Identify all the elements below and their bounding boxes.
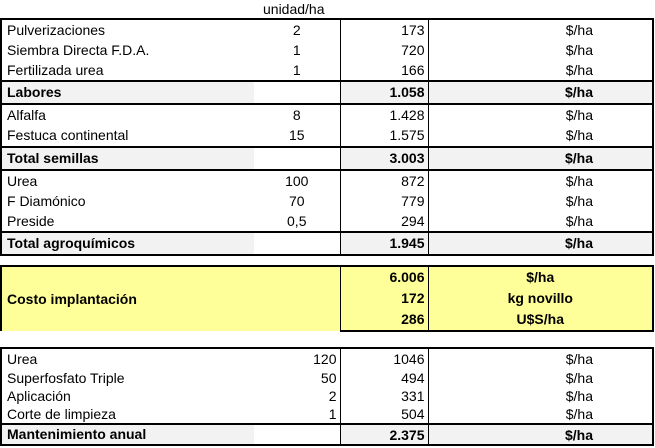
subtotal-unit: $/ha bbox=[428, 424, 653, 445]
subtotal-value: 1.945 bbox=[340, 232, 428, 255]
item-unit: $/ha bbox=[428, 369, 653, 387]
summary-value: 6.006 bbox=[340, 266, 428, 288]
subtotal-row bbox=[1, 232, 653, 255]
item-qty: 100 bbox=[285, 173, 309, 189]
item-unit: $/ha bbox=[428, 104, 653, 125]
item-unit: $/ha bbox=[428, 387, 653, 405]
table-row bbox=[1, 125, 653, 147]
item-unit: $/ha bbox=[428, 19, 653, 40]
item-value: 294 bbox=[340, 211, 428, 232]
summary-value: 286 bbox=[340, 309, 428, 331]
item-name: Siembra Directa F.D.A. bbox=[1, 40, 254, 60]
item-value: 166 bbox=[340, 60, 428, 81]
item-unit: $/ha bbox=[428, 60, 653, 81]
item-value: 331 bbox=[340, 387, 428, 405]
item-unit: $/ha bbox=[428, 211, 653, 232]
summary-row bbox=[1, 266, 653, 288]
item-value: 720 bbox=[340, 40, 428, 60]
item-qty: 1 bbox=[328, 406, 337, 422]
table-row bbox=[1, 170, 653, 191]
item-value: 173 bbox=[340, 19, 428, 40]
subtotal-label: Total agroquímicos bbox=[1, 232, 254, 255]
subtotal-value: 1.058 bbox=[340, 81, 428, 104]
subtotal-value: 2.375 bbox=[340, 424, 428, 445]
unit-column-header: unidad/ha bbox=[263, 1, 325, 17]
table-row bbox=[1, 348, 653, 369]
item-name: Preside bbox=[1, 211, 254, 232]
implantation-cost-table bbox=[0, 18, 654, 256]
item-name: Corte de limpieza bbox=[1, 405, 254, 424]
table-row bbox=[1, 405, 653, 424]
table-row bbox=[1, 211, 653, 232]
item-name: Urea bbox=[1, 170, 254, 191]
summary-unit: $/ha bbox=[428, 266, 653, 288]
table-row bbox=[1, 387, 653, 405]
item-qty: 1 bbox=[292, 42, 301, 58]
item-unit: $/ha bbox=[428, 125, 653, 147]
subtotal-value: 3.003 bbox=[340, 147, 428, 170]
item-unit: $/ha bbox=[428, 348, 653, 369]
item-name: Superfosfato Triple bbox=[1, 369, 254, 387]
item-value: 1.428 bbox=[340, 104, 428, 125]
subtotal-label: Mantenimiento anual bbox=[1, 424, 254, 445]
item-value: 494 bbox=[340, 369, 428, 387]
subtotal-row bbox=[1, 424, 653, 445]
subtotal-unit: $/ha bbox=[428, 81, 653, 104]
item-value: 504 bbox=[340, 405, 428, 424]
item-qty: 15 bbox=[288, 127, 305, 143]
item-name: Aplicación bbox=[1, 387, 254, 405]
item-name: Urea bbox=[1, 348, 254, 369]
subtotal-row bbox=[1, 81, 653, 104]
item-qty: 2 bbox=[328, 388, 337, 404]
item-name: Alfalfa bbox=[1, 104, 254, 125]
table-row bbox=[1, 60, 653, 81]
item-qty: 8 bbox=[292, 107, 301, 123]
subtotal-row bbox=[1, 147, 653, 170]
item-name: Fertilizada urea bbox=[1, 60, 254, 81]
table-row bbox=[1, 104, 653, 125]
maintenance-table bbox=[0, 347, 654, 446]
summary-value: 172 bbox=[340, 288, 428, 309]
table-row bbox=[1, 191, 653, 211]
item-qty: 1 bbox=[292, 62, 301, 78]
item-value: 872 bbox=[340, 170, 428, 191]
table-row bbox=[1, 40, 653, 60]
item-name: Festuca continental bbox=[1, 125, 254, 147]
item-unit: $/ha bbox=[428, 170, 653, 191]
summary-unit: U$S/ha bbox=[428, 309, 653, 331]
implantation-summary-table bbox=[0, 265, 654, 332]
subtotal-unit: $/ha bbox=[428, 147, 653, 170]
table-row bbox=[1, 369, 653, 387]
item-qty: 120 bbox=[254, 348, 340, 369]
subtotal-label: Labores bbox=[1, 81, 254, 104]
item-unit: $/ha bbox=[428, 405, 653, 424]
item-value: 779 bbox=[340, 191, 428, 211]
subtotal-unit: $/ha bbox=[428, 232, 653, 255]
item-value: 1.575 bbox=[340, 125, 428, 147]
subtotal-label: Total semillas bbox=[1, 147, 254, 170]
item-qty: 0,5 bbox=[287, 213, 307, 229]
item-qty: 70 bbox=[288, 193, 305, 209]
summary-unit: kg novillo bbox=[428, 288, 653, 309]
summary-label: Costo implantación bbox=[1, 266, 254, 331]
item-name: F Diamónico bbox=[1, 191, 254, 211]
item-unit: $/ha bbox=[428, 191, 653, 211]
item-value: 1046 bbox=[340, 348, 428, 369]
item-unit: $/ha bbox=[428, 40, 653, 60]
item-qty: 2 bbox=[254, 19, 340, 40]
table-row bbox=[1, 19, 653, 40]
item-qty: 50 bbox=[320, 370, 337, 386]
item-name: Pulverizaciones bbox=[1, 19, 254, 40]
